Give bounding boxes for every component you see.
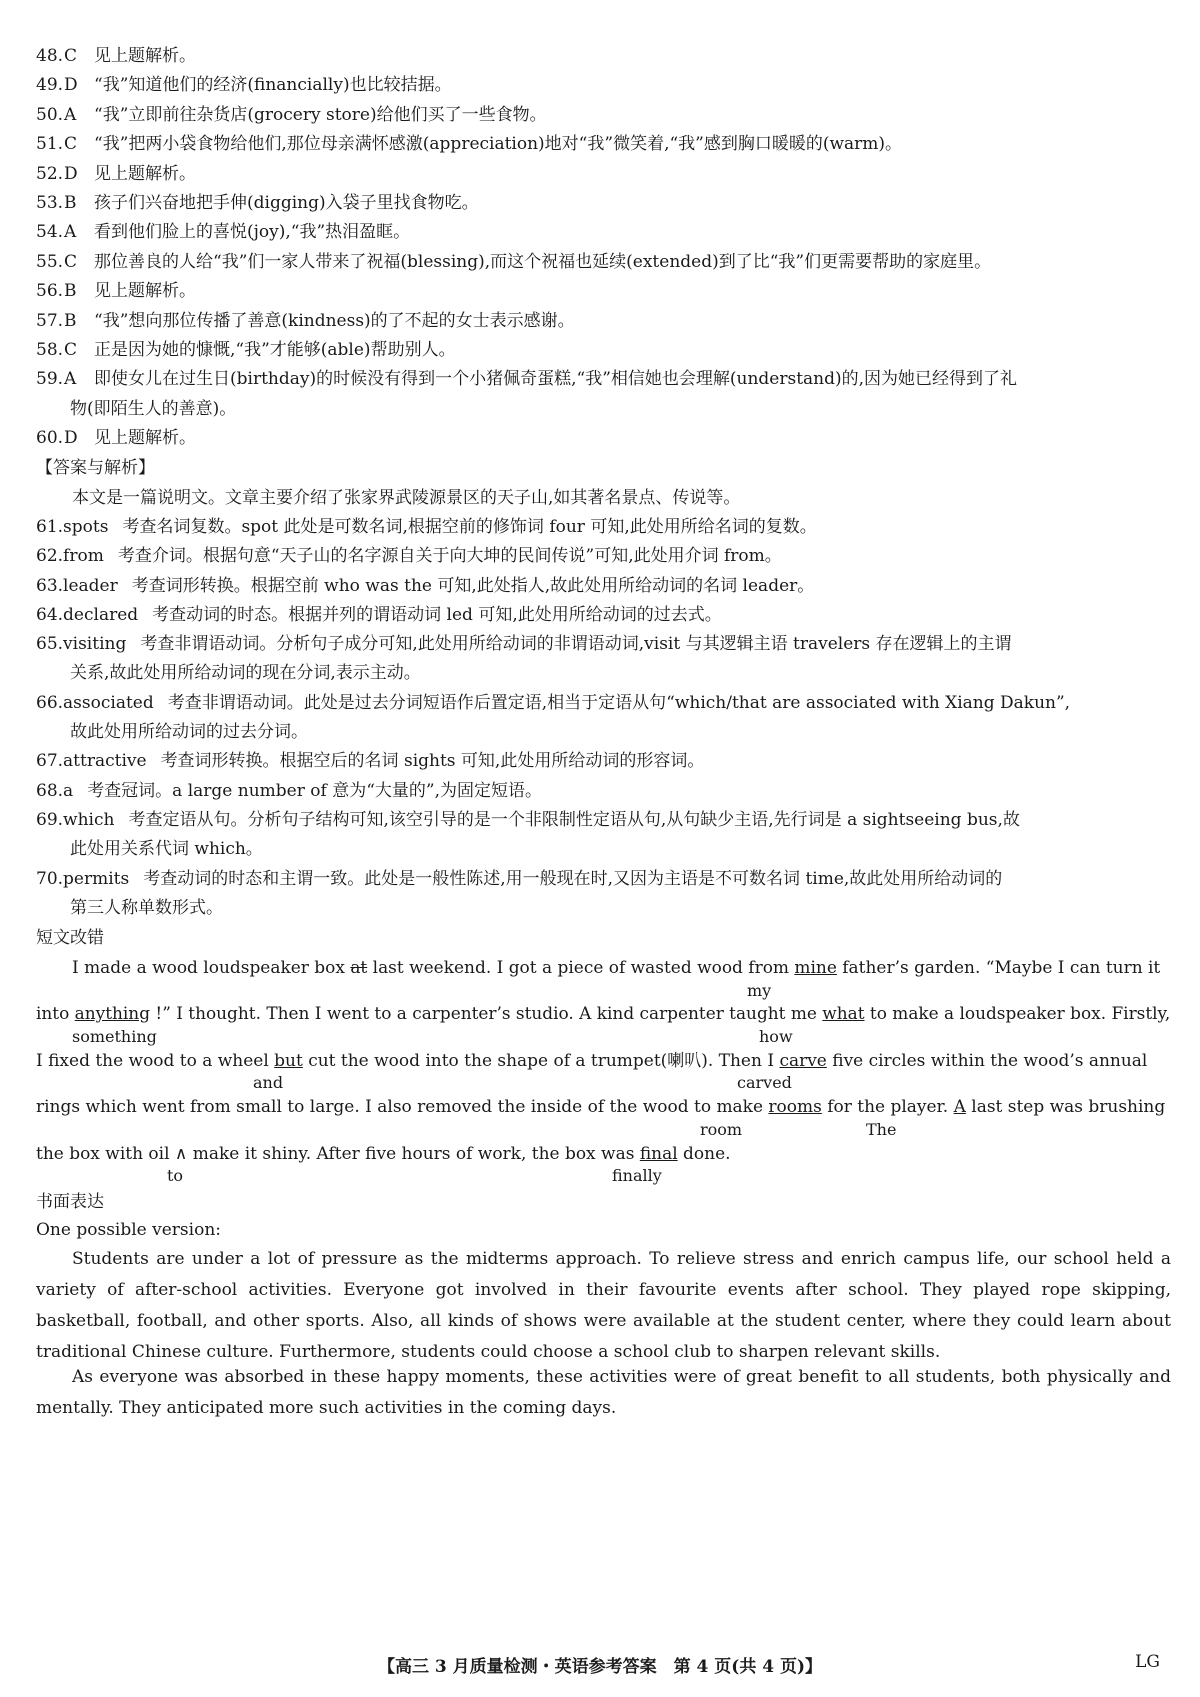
error-word: final [639, 1144, 678, 1164]
answer-number: 57. [36, 311, 64, 331]
answer-explanation: 考查非谓语动词。此处是过去分词短语作后置定语,相当于定语从句“which/that are associated with Xiang Dakun”, [167, 693, 1071, 713]
answer-explanation: 考查动词的时态。根据并列的谓语动词 led 可知,此处用所给动词的过去式。 [152, 605, 722, 625]
answer-number: 55. [36, 252, 64, 272]
answer-word: attractive [63, 751, 147, 771]
section-heading-writing: 书面表达 [36, 1192, 104, 1212]
answer-explanation: 见上题解析。 [94, 46, 196, 66]
page-footer: 【高三 3 月质量检测・英语参考答案 第 4 页(共 4 页)】 [377, 1657, 823, 1677]
answer-letter: A [64, 105, 77, 125]
answer-row [36, 44, 1166, 68]
correction-fix: room [700, 1120, 743, 1139]
answer-row [36, 338, 1166, 362]
answer-explanation: 即使女儿在过生日(birthday)的时候没有得到一个小猪佩奇蛋糕,“我”相信她也会理解(understand)的,因为她已经得到了礼 [94, 369, 1018, 389]
answer-word: visiting [63, 634, 127, 654]
answer-number: 62. [36, 546, 64, 566]
correction-line-1: I made a wood loudspeaker box at last weekend. I got a piece of wasted wood from mine father’s garden. “Maybe I can turn it [72, 958, 1161, 978]
answer-letter: A [64, 222, 77, 242]
answer-explanation: 那位善良的人给“我”们一家人带来了祝福(blessing),而这个祝福也延续(extended)到了比“我”们更需要帮助的家庭里。 [94, 252, 992, 272]
writing-paragraph-2: As everyone was absorbed in these happy moments, these activities were of great benefit to all students, both physically and mentally. They anticipated more such activities in the coming days. [36, 1367, 1171, 1418]
answer-number: 68. [36, 781, 64, 801]
section-intro: 本文是一篇说明文。文章主要介绍了张家界武陵源景区的天子山,如其著名景点、传说等。 [72, 488, 741, 508]
answer-continuation: 物(即陌生人的善意)。 [70, 399, 237, 419]
answer-explanation: 见上题解析。 [94, 428, 196, 448]
answer-word: from [63, 546, 104, 566]
answer-explanation: 考查词形转换。根据空后的名词 sights 可知,此处用所给动词的形容词。 [160, 751, 705, 771]
answer-number: 67. [36, 751, 64, 771]
grammar-answer-row [36, 574, 1166, 598]
answer-number: 54. [36, 222, 64, 242]
answer-continuation: 关系,故此处用所给动词的现在分词,表示主动。 [70, 663, 421, 683]
answer-row [36, 162, 1166, 186]
answer-row [36, 367, 1166, 391]
answer-number: 52. [36, 164, 64, 184]
answer-letter: D [64, 75, 78, 95]
answer-row [36, 191, 1166, 215]
error-word: rooms [768, 1097, 822, 1117]
correction-fix: my [747, 981, 772, 1000]
answer-number: 66. [36, 693, 64, 713]
answer-number: 60. [36, 428, 64, 448]
answer-letter: C [64, 252, 78, 272]
section-heading-answers: 【答案与解析】 [36, 458, 155, 478]
error-word: what [822, 1004, 865, 1024]
answer-explanation: 考查动词的时态和主谓一致。此处是一般性陈述,用一般现在时,又因为主语是不可数名词 time,故此处用所给动词的 [143, 869, 1003, 889]
correction-fix: carved [737, 1073, 792, 1092]
writing-paragraph-1: Students are under a lot of pressure as the midterms approach. To relieve stress and enrich campus life, our school held a variety of after-school activities. Everyone got involved in their favourite events after school. They played rope skipping, basketball, football, and other sports. Also, all kinds of shows were available at the student center, where they could learn about traditional Chinese culture. Furthermore, students could choose a school club to sharpen relevant skills. [36, 1249, 1171, 1362]
answer-number: 59. [36, 369, 64, 389]
correction-line-3: I fixed the wood to a wheel but cut the wood into the shape of a trumpet(喇叭). Then I carve five circles within the wood’s annual [36, 1051, 1148, 1071]
deleted-word: at [350, 958, 368, 978]
answer-row [36, 220, 1166, 244]
correction-line-4: rings which went from small to large. I also removed the inside of the wood to make rooms for the player. A last step was brushing [36, 1097, 1166, 1117]
answer-explanation: “我”知道他们的经济(financially)也比较拮据。 [94, 75, 452, 95]
answer-letter: C [64, 340, 78, 360]
answer-explanation: 考查词形转换。根据空前 who was the 可知,此处指人,故此处用所给动词的名词 leader。 [131, 576, 815, 596]
answer-number: 53. [36, 193, 64, 213]
error-word: anything [74, 1004, 151, 1024]
answer-row [36, 279, 1166, 303]
answer-number: 69. [36, 810, 64, 830]
answer-row [36, 132, 1166, 156]
answer-explanation: 考查非谓语动词。分析句子成分可知,此处用所给动词的非谓语动词,visit 与其逻辑主语 travelers 存在逻辑上的主谓 [140, 634, 1012, 654]
error-word: carve [779, 1051, 827, 1071]
grammar-answer-row [36, 691, 1166, 715]
answer-number: 70. [36, 869, 64, 889]
answer-explanation: “我”把两小袋食物给他们,那位母亲满怀感激(appreciation)地对“我”微笑着,“我”感到胸口暖暖的(warm)。 [94, 134, 903, 154]
grammar-answer-row [36, 544, 1166, 568]
answer-word: permits [63, 869, 130, 889]
answer-word: which [63, 810, 115, 830]
correction-fix: The [866, 1120, 897, 1139]
answer-letter: B [64, 281, 77, 301]
answer-row [36, 426, 1166, 450]
answer-continuation: 故此处用所给动词的过去分词。 [70, 722, 308, 742]
answer-number: 49. [36, 75, 64, 95]
answer-row [36, 309, 1166, 333]
answer-letter: B [64, 311, 77, 331]
answer-word: associated [63, 693, 154, 713]
footer-code: LG [1135, 1652, 1160, 1672]
answer-explanation: 见上题解析。 [94, 164, 196, 184]
answer-explanation: “我”立即前往杂货店(grocery store)给他们买了一些食物。 [94, 105, 547, 125]
correction-fix: and [253, 1073, 284, 1092]
answer-letter: D [64, 428, 78, 448]
answer-explanation: 正是因为她的慷慨,“我”才能够(able)帮助别人。 [94, 340, 456, 360]
answer-explanation: 看到他们脸上的喜悦(joy),“我”热泪盈眶。 [94, 222, 411, 242]
answer-explanation: 考查冠词。a large number of 意为“大量的”,为固定短语。 [87, 781, 542, 801]
answer-letter: A [64, 369, 77, 389]
answer-explanation: 考查介词。根据句意“天子山的名字源自关于向大坤的民间传说”可知,此处用介词 from。 [117, 546, 782, 566]
writing-version-label: One possible version: [36, 1220, 221, 1240]
grammar-answer-row [36, 515, 1166, 539]
grammar-answer-row [36, 808, 1166, 832]
answer-row [36, 103, 1166, 127]
correction-line-2: into anything !” I thought. Then I went to a carpenter’s studio. A kind carpenter taught me what to make a loudspeaker box. Firstly, [36, 1004, 1171, 1024]
answer-explanation: 孩子们兴奋地把手伸(digging)入袋子里找食物吃。 [94, 193, 479, 213]
answer-row [36, 73, 1166, 97]
answer-letter: C [64, 46, 78, 66]
answer-word: spots [63, 517, 109, 537]
answer-explanation: 考查名词复数。spot 此处是可数名词,根据空前的修饰词 four 可知,此处用所给名词的复数。 [122, 517, 817, 537]
answer-number: 56. [36, 281, 64, 301]
answer-word: a [63, 781, 74, 801]
answer-letter: C [64, 134, 78, 154]
grammar-answer-row [36, 632, 1166, 656]
answer-number: 58. [36, 340, 64, 360]
answer-number: 61. [36, 517, 64, 537]
answer-letter: D [64, 164, 78, 184]
answer-number: 51. [36, 134, 64, 154]
answer-number: 50. [36, 105, 64, 125]
answer-explanation: 考查定语从句。分析句子结构可知,该空引导的是一个非限制性定语从句,从句缺少主语,先行词是 a sightseeing bus,故 [128, 810, 1020, 830]
answer-continuation: 第三人称单数形式。 [70, 898, 223, 918]
answer-explanation: 见上题解析。 [94, 281, 196, 301]
grammar-answer-row [36, 779, 1166, 803]
correction-fix: finally [612, 1166, 662, 1185]
insert-caret: ∧ [174, 1144, 188, 1164]
correction-fix: how [759, 1027, 793, 1046]
correction-fix: something [72, 1027, 157, 1046]
answer-number: 64. [36, 605, 64, 625]
error-word: A [953, 1097, 966, 1117]
answer-number: 48. [36, 46, 64, 66]
error-word: mine [794, 958, 837, 978]
answer-explanation: “我”想向那位传播了善意(kindness)的了不起的女士表示感谢。 [94, 311, 575, 331]
answer-continuation: 此处用关系代词 which。 [70, 839, 263, 859]
answer-letter: B [64, 193, 77, 213]
answer-word: declared [63, 605, 139, 625]
correction-line-5: the box with oil ∧ make it shiny. After five hours of work, the box was final done. [36, 1144, 731, 1164]
section-heading-correction: 短文改错 [36, 928, 104, 948]
answer-number: 65. [36, 634, 64, 654]
correction-fix: to [167, 1166, 184, 1185]
error-word: but [274, 1051, 303, 1071]
answer-row [36, 250, 1166, 274]
grammar-answer-row [36, 749, 1166, 773]
grammar-answer-row [36, 867, 1166, 891]
answer-word: leader [63, 576, 118, 596]
grammar-answer-row [36, 603, 1166, 627]
answer-number: 63. [36, 576, 64, 596]
